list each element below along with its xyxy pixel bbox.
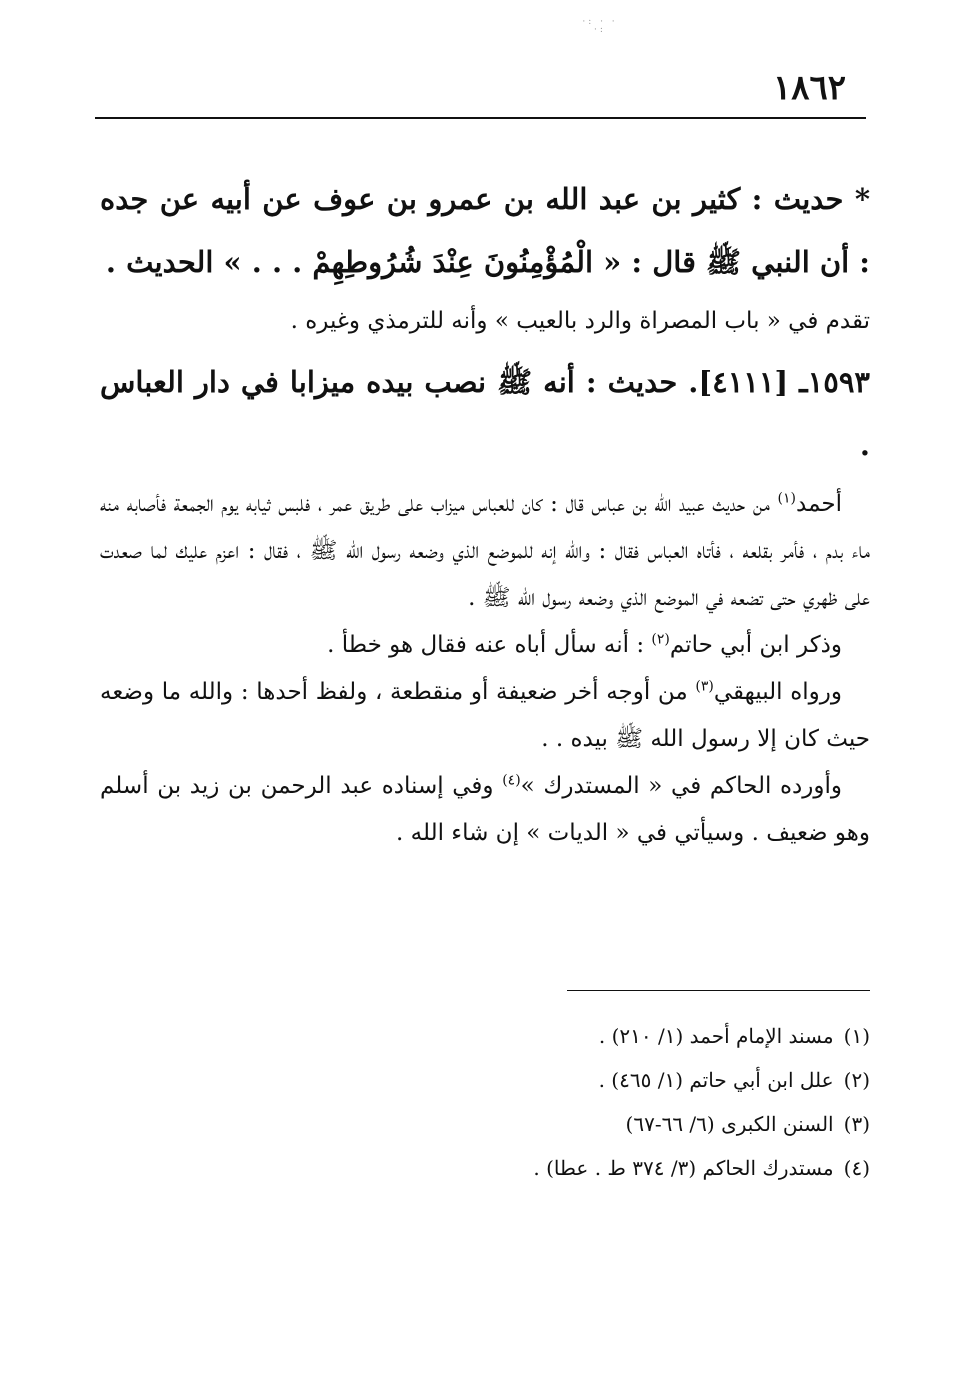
footnote-text: مسند الإمام أحمد (١/ ٢١٠) . [598, 1024, 834, 1048]
footnote-ref-2[interactable]: (٢) [651, 631, 670, 648]
footnote-number: (١) [843, 1024, 870, 1048]
footnote-3 [370, 1102, 870, 1146]
scan-specks: ·: · · ·: [582, 17, 618, 35]
main-text [100, 168, 870, 857]
hadith-entry-shurut: * حديث : كثير بن عبد الله بن عمرو بن عوف عن أبيه عن جده : أن النبي ﷺ قال : « الْمُؤْمِنُونَ عِنْدَ شُرُوطِهِمْ . . . » الحديث . [100, 182, 870, 279]
paragraph-body: : أنه سأل أباه عنه فقال هو خطأ . [327, 632, 652, 658]
takhrij-paragraph-hakim [100, 763, 870, 857]
page-number: ١٨٦٢ [772, 68, 846, 108]
footnote-ref-4[interactable]: (٤) [502, 772, 521, 789]
takhrij-paragraph-abi-hatim [100, 622, 870, 669]
hadith-heading-1593: ١٥٩٣ـ [٤١١١]. حديث : أنه ﷺ نصب بيده ميزابا في دار العباس . [100, 365, 870, 462]
footnote-text: علل ابن أبي حاتم (١/ ٤٦٥) . [598, 1068, 834, 1092]
footnote-4 [370, 1146, 870, 1190]
takhrij-block [100, 481, 870, 857]
footnote-rule [567, 990, 870, 991]
paragraph-lead: أحمد [796, 491, 842, 517]
paragraph-lead: وذكر ابن أبي حاتم [669, 632, 842, 658]
footnote-number: (٢) [843, 1068, 870, 1092]
takhrij-paragraph-ahmad [100, 481, 870, 622]
footnote-number: (٤) [843, 1156, 870, 1180]
takhrij-paragraph-bayhaqi [100, 669, 870, 763]
paragraph-body: من أوجه أخر ضعيفة أو منقطعة ، ولفظ أحدها : والله ما وضعه حيث كان إلا رسول الله ﷺ بيده . . [100, 679, 870, 752]
footnotes [370, 1014, 870, 1190]
footnote-number: (٣) [843, 1112, 870, 1136]
footnote-ref-1[interactable]: (١) [777, 490, 797, 507]
cross-reference-note: تقدم في « باب المصراة والرد بالعيب » وأنه للترمذي وغيره . [290, 308, 870, 334]
footnote-1 [370, 1014, 870, 1058]
footnote-text: مستدرك الحاكم (٣/ ٣٧٤ ط . عطا) . [533, 1156, 834, 1180]
paragraph-body: وفي إسناده عبد الرحمن بن زيد بن أسلم وهو ضعيف . وسيأتي في « الديات » إن شاء الله . [100, 773, 870, 846]
header-rule [95, 117, 866, 119]
paragraph-body: من حديث عبيد الله بن عباس قال : كان للعباس ميزاب على طريق عمر ، فلبس ثيابه يوم الجمعة فأصابه منه ماء بدم ، فأمر بقلعه ، فأتاه العباس فقال : والله إنه للموضع الذي وضعه رسول الله ﷺ ، فقال : اعزم عليك لما صعدت على ظهري حتى تضعه في الموضع الذي وضعه رسول الله ﷺ . [100, 491, 870, 611]
paragraph-lead: ورواه البيهقي [713, 679, 842, 705]
footnote-ref-3[interactable]: (٣) [695, 678, 714, 695]
footnote-text: السنن الكبرى (٦/ ٦٦-٦٧) [625, 1112, 834, 1136]
footnote-2 [370, 1058, 870, 1102]
paragraph-lead: وأورده الحاكم في « المستدرك » [520, 773, 842, 799]
